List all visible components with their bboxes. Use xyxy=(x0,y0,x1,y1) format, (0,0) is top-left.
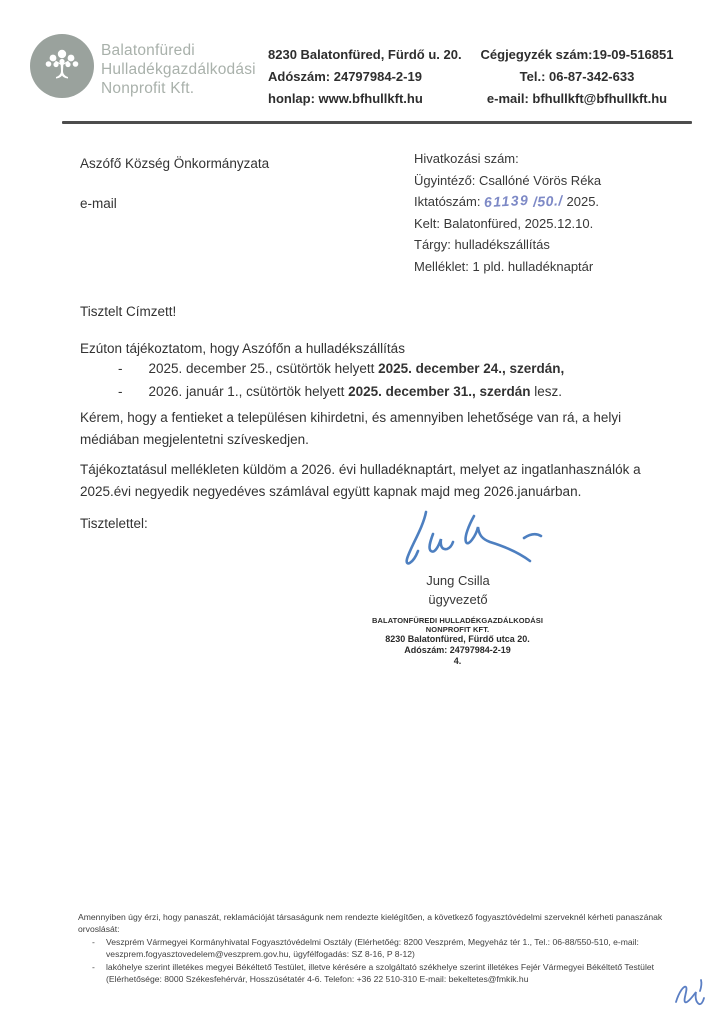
consumer-protection-footer xyxy=(78,911,670,985)
footer-item-text: Veszprém Vármegyei Kormányhivatal Fogyasztóvédelmi Osztály (Elérhetőég: 8200 Veszprém, Megyeház tér 1., Tel.: 06-88/550-510, e-mail: veszprem.fogyasztovedelem@veszprem.gov.hu, ügyfélfogadás: SZ 8-16, P 8-12) xyxy=(106,937,639,959)
signer-name: Jung Csilla xyxy=(426,573,490,588)
recipient-channel: e-mail xyxy=(80,196,117,211)
company-address: 8230 Balatonfüred, Fürdő u. 20. xyxy=(268,47,462,62)
registration-number-year: 2025. xyxy=(566,194,600,209)
header-address-column xyxy=(268,44,462,110)
company-tax-number: Adószám: 24797984-2-19 xyxy=(268,69,422,84)
list-item xyxy=(118,381,564,404)
letter-attachment: Melléklet: 1 pld. hulladéknaptár xyxy=(414,258,594,274)
handwritten-registration-suffix: /50./ xyxy=(532,192,564,210)
signer-title: ügyvezető xyxy=(428,592,488,607)
company-stamp xyxy=(340,616,575,667)
letter-date: Kelt: Balatonfüred, 2025.12.10. xyxy=(414,215,594,231)
company-name-line: Hulladékgazdálkodási xyxy=(101,61,256,78)
company-email: e-mail: bfhullkft@bfhullkft.hu xyxy=(486,91,668,106)
registration-number-line xyxy=(414,191,601,213)
company-logo xyxy=(30,34,94,98)
handwritten-registration-number: 61139 xyxy=(483,191,530,211)
reference-block xyxy=(414,148,601,277)
bullet-marker: - xyxy=(118,383,123,399)
stamp-address: 8230 Balatonfüred, Fürdő utca 20. xyxy=(385,634,530,644)
footer-item xyxy=(78,961,670,985)
stamp-company-type: NONPROFIT KFT. xyxy=(425,625,490,634)
schedule-change-list xyxy=(118,358,564,403)
list-item xyxy=(118,358,564,381)
list-item-text: 2026. január 1., csütörtök helyett 2025. december 31., szerdán lesz. xyxy=(148,383,562,399)
header-divider xyxy=(62,121,692,124)
paragraph-request: Kérem, hogy a fentieket a településen kihirdetni, és amennyiben lehetősége van rá, a helyi médiában megjelentetni szíveskedjen. xyxy=(80,410,622,447)
paragraph-intro: Ezúton tájékoztatom, hogy Aszófőn a hulladékszállítás xyxy=(80,341,405,356)
paragraph-attachment-info: Tájékoztatásul mellékleten küldöm a 2026. évi hulladéknaptárt, melyet az ingatlanhasználók a 2025.évi negyedik negyedéves számlával együtt kapnak majd meg 2026.januárban. xyxy=(80,462,641,499)
stamp-number: 4. xyxy=(453,656,462,666)
letter-subject: Tárgy: hulladékszállítás xyxy=(414,237,550,252)
list-item-text: 2025. december 25., csütörtök helyett 2025. december 24., szerdán, xyxy=(148,361,565,376)
stamp-tax-number: Adószám: 24797984-2-19 xyxy=(404,645,511,655)
footer-item-text: lakóhelye szerint illetékes megyei Békéltető Testület, illetve kérésére a szolgáltató székhelye szerint illetékes Fejér Vármegyei Békéltető Testület (Elérhetősége: 8000 Székesfehérvár, Hosszúsétatér 4-6. Telefon: +36 22 510-310 E-mail: bekeltetes@fmkik.hu xyxy=(106,962,655,984)
reference-number-label: Hivatkozási szám: xyxy=(414,151,519,166)
recipient-name: Aszófő Község Önkormányzata xyxy=(80,156,270,171)
handwritten-signature xyxy=(396,506,551,579)
company-name-line: Balatonfüredi xyxy=(101,42,195,59)
footer-bullet-marker: - xyxy=(92,962,95,972)
registration-number-label: Iktatószám: xyxy=(414,194,481,209)
closing-phrase: Tisztelettel: xyxy=(80,516,148,531)
company-name xyxy=(101,41,256,98)
footer-item xyxy=(78,936,670,960)
tree-icon xyxy=(39,41,85,92)
bullet-marker: - xyxy=(118,361,123,376)
footer-bullet-marker: - xyxy=(92,937,95,947)
company-phone: Tel.: 06-87-342-633 xyxy=(519,69,635,84)
handwritten-initials-mark xyxy=(668,972,710,1024)
salutation: Tisztelt Címzett! xyxy=(80,304,177,319)
case-officer: Ügyintéző: Csallóné Vörös Réka xyxy=(414,172,602,188)
company-website: honlap: www.bfhullkft.hu xyxy=(268,91,423,106)
stamp-company-name: BALATONFÜREDI HULLADÉKGAZDÁLKODÁSI xyxy=(371,616,544,625)
company-registry-number: Cégjegyzék szám:19-09-516851 xyxy=(480,47,674,62)
header-contact-column xyxy=(468,44,686,110)
company-name-line: Nonprofit Kft. xyxy=(101,80,195,97)
signature-block xyxy=(398,571,518,609)
footer-intro: Amennyiben úgy érzi, hogy panaszát, reklamációját társaságunk nem rendezte kielégítően, a következő fogyasztóvédelmi szerveknél kérheti panaszának orvoslását: xyxy=(78,912,663,934)
